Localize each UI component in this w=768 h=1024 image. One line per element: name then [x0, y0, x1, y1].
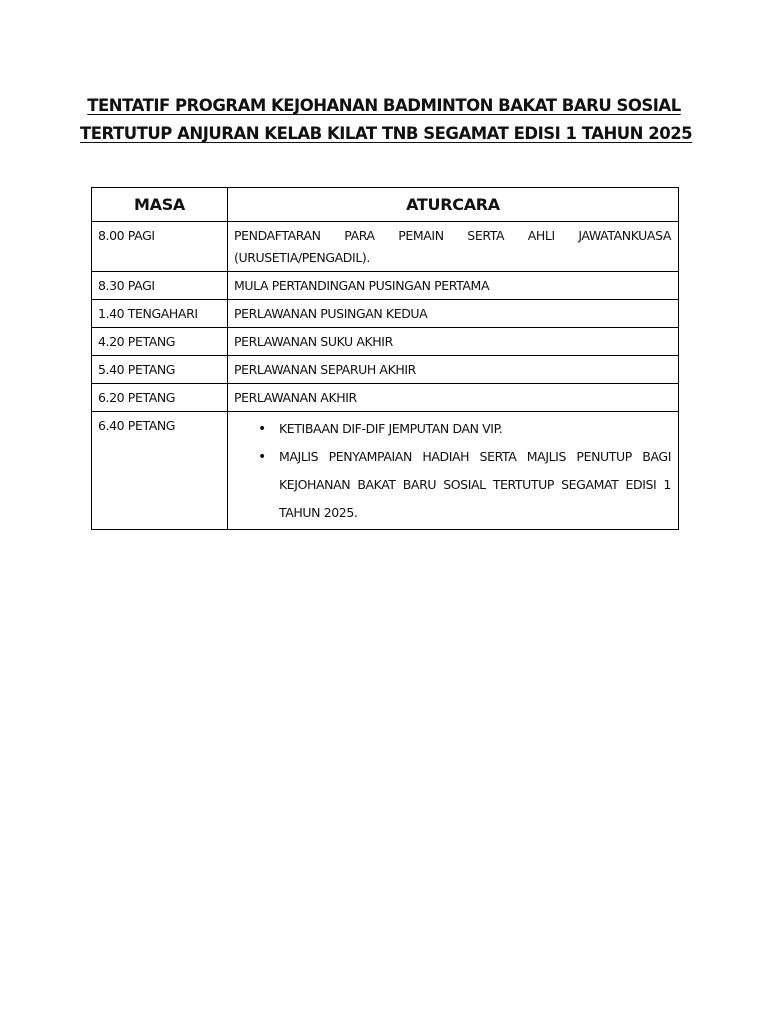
table-row: [92, 222, 679, 272]
table-row: [92, 300, 679, 328]
cell-masa: [92, 384, 228, 412]
list-item-text: MAJLIS PENYAMPAIAN HADIAH SERTA MAJLIS PENUTUP BAGI KEJOHANAN BAKAT BARU SOSIAL TERTUTUP SEGAMAT EDISI 1 TAHUN 2025.: [279, 449, 671, 520]
cell-masa: [92, 412, 228, 530]
aturcara-line: PENDAFTARAN PARA PEMAIN SERTA AHLI JAWATANKUASA: [234, 228, 671, 243]
cell-aturcara: [228, 356, 679, 384]
masa-text: 4.20 PETANG: [98, 334, 176, 349]
header-aturcara: ATURCARA: [228, 188, 679, 222]
cell-aturcara: [228, 272, 679, 300]
cell-aturcara: [228, 412, 679, 530]
aturcara-text: MULA PERTANDINGAN PUSINGAN PERTAMA: [234, 278, 490, 293]
aturcara-text: PERLAWANAN SEPARUH AKHIR: [234, 362, 416, 377]
table-header-row: [92, 188, 679, 222]
aturcara-text: PERLAWANAN AKHIR: [234, 390, 357, 405]
aturcara-text: PERLAWANAN PUSINGAN KEDUA: [234, 306, 428, 321]
masa-text: 8.30 PAGI: [98, 278, 155, 293]
aturcara-text: [228, 222, 678, 271]
masa-text: 6.40 PETANG: [98, 418, 176, 433]
cell-masa: [92, 300, 228, 328]
table-row: [92, 412, 679, 530]
cell-masa: [92, 328, 228, 356]
schedule-table: [91, 187, 679, 530]
header-masa: MASA: [92, 188, 228, 222]
title-line-1: TENTATIF PROGRAM KEJOHANAN BADMINTON BAKAT BARU SOSIAL: [87, 96, 681, 115]
table-row: [92, 356, 679, 384]
aturcara-line: (URUSETIA/PENGADIL).: [234, 250, 370, 265]
document-title: [80, 92, 693, 148]
masa-text: 6.20 PETANG: [98, 390, 176, 405]
list-item: [234, 443, 671, 527]
cell-aturcara: [228, 384, 679, 412]
bullet-dot-icon: •: [258, 421, 266, 437]
masa-text: 8.00 PAGI: [98, 228, 155, 243]
masa-text: 5.40 PETANG: [98, 362, 176, 377]
aturcara-bullet-list: [234, 415, 671, 527]
cell-aturcara: [228, 222, 679, 272]
bullet-dot-icon: •: [258, 449, 266, 465]
cell-aturcara: [228, 328, 679, 356]
cell-masa: [92, 272, 228, 300]
aturcara-list-cell: [228, 412, 678, 529]
aturcara-text: PERLAWANAN SUKU AKHIR: [234, 334, 393, 349]
list-item: [234, 415, 671, 443]
cell-aturcara: [228, 300, 679, 328]
table-row: [92, 384, 679, 412]
list-item-text: KETIBAAN DIF-DIF JEMPUTAN DAN VIP.: [279, 421, 503, 436]
table-row: [92, 328, 679, 356]
table-row: [92, 272, 679, 300]
cell-masa: [92, 222, 228, 272]
masa-text: 1.40 TENGAHARI: [98, 306, 198, 321]
cell-masa: [92, 356, 228, 384]
title-line-2: TERTUTUP ANJURAN KELAB KILAT TNB SEGAMAT EDISI 1 TAHUN 2025: [80, 124, 693, 143]
